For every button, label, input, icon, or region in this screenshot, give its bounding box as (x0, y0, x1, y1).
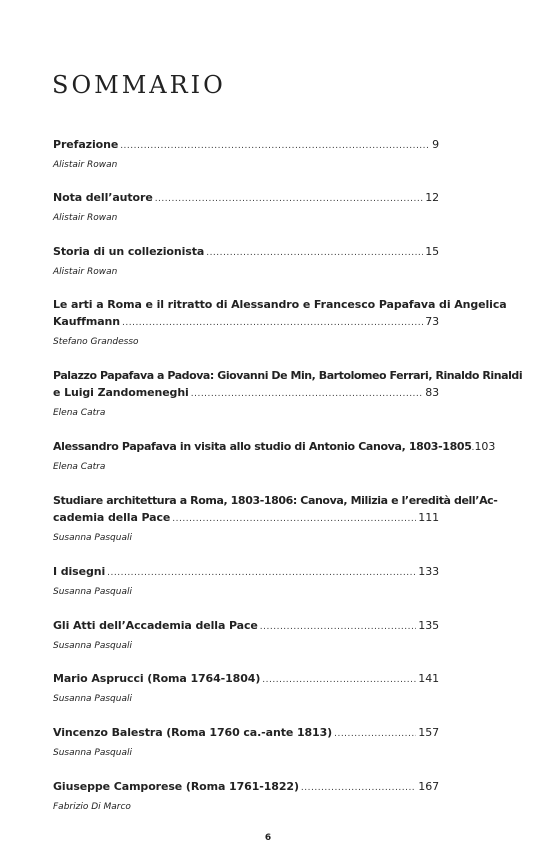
entry-title: Palazzo Papafava a Padova: Giovanni De Min, Bartolomeo Ferrari, Rinaldo Rinaldi (53, 369, 523, 382)
page-number: 6 (264, 833, 272, 843)
dot-leader (262, 672, 416, 689)
entry-author: Alistair Rowan (53, 267, 118, 277)
entry-page-number: 83 (425, 386, 439, 399)
entry-author: Susanna Pasquali (53, 748, 132, 758)
toc-entry-line (53, 509, 439, 528)
toc-entry-line (53, 243, 439, 262)
toc-entry-line (53, 670, 439, 689)
entry-title: Storia di un collezionista (53, 245, 205, 258)
toc-entry[interactable] (53, 563, 439, 599)
toc-entry-line (53, 778, 439, 797)
entry-page-number: 111 (418, 511, 439, 524)
entry-page-number: 12 (425, 191, 439, 204)
entry-author: Susanna Pasquali (53, 533, 132, 543)
entry-author: Elena Catra (53, 462, 106, 472)
entry-title: Giuseppe Camporese (Roma 1761-1822) (53, 780, 299, 793)
entry-title: Gli Atti dell’Accademia della Pace (53, 619, 258, 632)
dot-leader (334, 726, 416, 743)
toc-entry-line (53, 296, 507, 313)
entry-title: Prefazione (53, 138, 119, 151)
toc-entry[interactable] (53, 243, 439, 279)
entry-author: Susanna Pasquali (53, 587, 132, 597)
toc-entry[interactable] (53, 617, 439, 653)
entry-author: Fabrizio Di Marco (53, 802, 131, 812)
entry-page-number: 157 (418, 726, 439, 739)
dot-leader (191, 386, 423, 403)
toc-entry[interactable] (53, 778, 439, 814)
toc-entry[interactable] (53, 724, 439, 760)
toc-entry[interactable] (53, 492, 498, 545)
entry-title: Le arti a Roma e il ritratto di Alessandro e Francesco Papafava di Angelica (53, 298, 507, 311)
entry-title: I disegni (53, 565, 106, 578)
entry-author: Alistair Rowan (53, 213, 118, 223)
entry-page-number: 133 (418, 565, 439, 578)
entry-title-continued: e Luigi Zandomeneghi (53, 386, 189, 399)
toc-entry-line (53, 313, 439, 332)
entry-page-number: 103 (474, 440, 496, 453)
toc-entry-line (53, 136, 439, 155)
toc-entry[interactable] (53, 438, 496, 474)
dot-leader (122, 315, 423, 332)
entry-title: Nota dell’autore (53, 191, 153, 204)
toc-entry[interactable] (53, 296, 507, 349)
toc-entry[interactable] (53, 136, 439, 172)
entry-page-number: 167 (418, 780, 439, 793)
toc-entry-line (53, 492, 498, 509)
entry-title: Vincenzo Balestra (Roma 1760 ca.-ante 1813) (53, 726, 333, 739)
dot-leader (260, 619, 417, 636)
dot-leader (120, 138, 430, 155)
entry-page-number: 141 (418, 672, 439, 685)
entry-title: Alessandro Papafava in visita allo studio di Antonio Canova, 1803-1805 (53, 440, 472, 453)
toc-entry-line (53, 724, 439, 743)
entry-author: Susanna Pasquali (53, 641, 132, 651)
entry-title-continued: cademia della Pace (53, 511, 171, 524)
entry-title: Mario Asprucci (Roma 1764-1804) (53, 672, 261, 685)
toc-entry[interactable] (53, 189, 439, 225)
dot-leader (206, 245, 423, 262)
toc-entry-line (53, 617, 439, 636)
toc-entry-line (53, 189, 439, 208)
entry-author: Susanna Pasquali (53, 694, 132, 704)
toc-entry-line (53, 563, 439, 582)
entry-page-number: 9 (432, 138, 439, 151)
toc-entry-line (53, 438, 496, 457)
entry-author: Alistair Rowan (53, 160, 118, 170)
entry-page-number: 15 (425, 245, 439, 258)
page-title: SOMMARIO (52, 71, 226, 99)
toc-entry[interactable] (53, 670, 439, 706)
dot-leader (107, 565, 416, 582)
toc-entry-line (53, 384, 439, 403)
entry-title-continued: Kauffmann (53, 315, 120, 328)
entry-title: Studiare architettura a Roma, 1803-1806: Canova, Milizia e l’eredità dell’Ac- (53, 494, 498, 507)
entry-page-number: 73 (425, 315, 439, 328)
dot-leader (301, 780, 416, 797)
entry-page-number: 135 (418, 619, 439, 632)
entry-author: Elena Catra (53, 408, 106, 418)
dot-leader (172, 511, 416, 528)
toc-entry[interactable] (53, 367, 523, 420)
dot-leader (155, 191, 424, 208)
toc-entry-line (53, 367, 523, 384)
entry-author: Stefano Grandesso (53, 337, 139, 347)
